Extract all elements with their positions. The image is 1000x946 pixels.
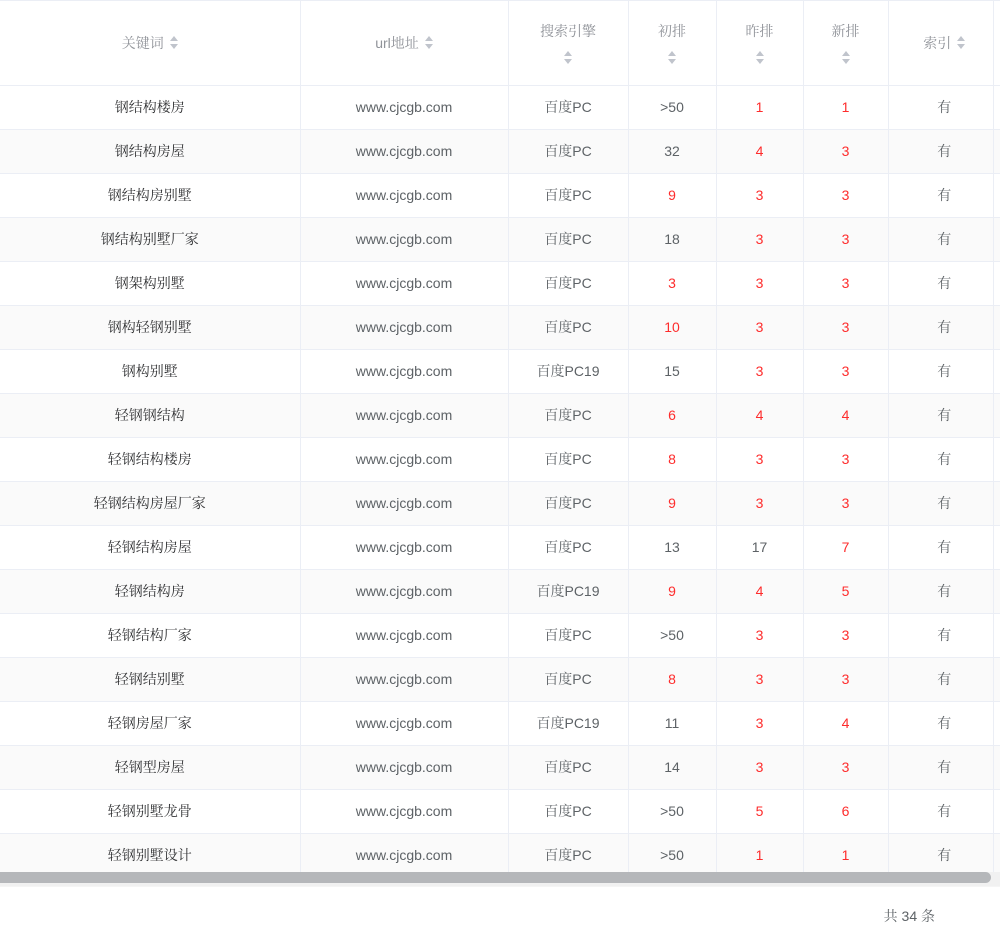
cell-keyword: 轻钢房屋厂家 <box>0 701 300 745</box>
table-row <box>0 261 1000 305</box>
cell-search-engine: 百度PC19 <box>508 701 628 745</box>
table-row <box>0 481 1000 525</box>
cell-indexed: 有 <box>888 217 1000 261</box>
table-header-row <box>0 1 1000 85</box>
column-label-engine: 搜索引擎 <box>540 23 596 40</box>
cell-search-engine: 百度PC <box>508 217 628 261</box>
cell-initial-rank: 8 <box>628 657 716 701</box>
cell-new-rank: 3 <box>803 305 888 349</box>
cell-search-engine: 百度PC <box>508 525 628 569</box>
table-body <box>0 85 1000 872</box>
cell-url: www.cjcgb.com <box>300 525 508 569</box>
horizontal-scrollbar-track[interactable] <box>0 872 1000 886</box>
cell-url: www.cjcgb.com <box>300 569 508 613</box>
table-header <box>0 1 1000 85</box>
cell-new-rank: 3 <box>803 437 888 481</box>
cell-new-rank: 5 <box>803 569 888 613</box>
cell-search-engine: 百度PC <box>508 481 628 525</box>
total-count-label: 共 34 条 <box>883 908 935 924</box>
cell-search-engine: 百度PC <box>508 393 628 437</box>
cell-initial-rank: 8 <box>628 437 716 481</box>
sort-ascending-icon[interactable] <box>668 51 676 56</box>
cell-yesterday-rank: 4 <box>716 129 803 173</box>
cell-search-engine: 百度PC <box>508 173 628 217</box>
cell-new-rank: 4 <box>803 701 888 745</box>
table-row <box>0 745 1000 789</box>
cell-search-engine: 百度PC19 <box>508 349 628 393</box>
cell-search-engine: 百度PC <box>508 261 628 305</box>
cell-keyword: 钢结构别墅厂家 <box>0 217 300 261</box>
cell-keyword: 轻钢结构房屋 <box>0 525 300 569</box>
cell-yesterday-rank: 3 <box>716 481 803 525</box>
cell-initial-rank: >50 <box>628 789 716 833</box>
cell-initial-rank: 10 <box>628 305 716 349</box>
cell-initial-rank: 15 <box>628 349 716 393</box>
cell-keyword: 钢构轻钢别墅 <box>0 305 300 349</box>
table-row <box>0 217 1000 261</box>
keyword-rank-table <box>0 1 1000 872</box>
table-row <box>0 129 1000 173</box>
cell-url: www.cjcgb.com <box>300 173 508 217</box>
table-row <box>0 173 1000 217</box>
table-row <box>0 613 1000 657</box>
sort-caret-icon[interactable] <box>842 51 850 64</box>
table-row <box>0 833 1000 872</box>
cell-initial-rank: 18 <box>628 217 716 261</box>
sort-caret-icon[interactable] <box>756 51 764 64</box>
cell-new-rank: 3 <box>803 217 888 261</box>
sort-ascending-icon[interactable] <box>425 36 433 41</box>
cell-search-engine: 百度PC <box>508 129 628 173</box>
sort-ascending-icon[interactable] <box>842 51 850 56</box>
cell-new-rank: 3 <box>803 173 888 217</box>
sort-descending-icon[interactable] <box>425 44 433 49</box>
sort-ascending-icon[interactable] <box>564 51 572 56</box>
cell-initial-rank: 32 <box>628 129 716 173</box>
cell-indexed: 有 <box>888 833 1000 872</box>
cell-keyword: 轻钢结构楼房 <box>0 437 300 481</box>
column-header-url[interactable] <box>300 1 508 85</box>
table-row <box>0 657 1000 701</box>
cell-keyword: 钢结构房屋 <box>0 129 300 173</box>
cell-yesterday-rank: 4 <box>716 393 803 437</box>
cell-indexed: 有 <box>888 701 1000 745</box>
cell-url: www.cjcgb.com <box>300 701 508 745</box>
cell-keyword: 轻钢别墅龙骨 <box>0 789 300 833</box>
table-row <box>0 305 1000 349</box>
cell-keyword: 轻钢结别墅 <box>0 657 300 701</box>
sort-caret-icon[interactable] <box>425 36 433 49</box>
pagination-footer <box>0 887 1000 945</box>
cell-indexed: 有 <box>888 657 1000 701</box>
cell-initial-rank: 14 <box>628 745 716 789</box>
cell-url: www.cjcgb.com <box>300 481 508 525</box>
table-row <box>0 569 1000 613</box>
cell-yesterday-rank: 17 <box>716 525 803 569</box>
cell-search-engine: 百度PC <box>508 833 628 872</box>
cell-url: www.cjcgb.com <box>300 657 508 701</box>
column-label-keyword: 关键词 <box>121 34 164 51</box>
sort-ascending-icon[interactable] <box>756 51 764 56</box>
cell-initial-rank: 11 <box>628 701 716 745</box>
cell-indexed: 有 <box>888 481 1000 525</box>
cell-yesterday-rank: 3 <box>716 173 803 217</box>
column-header-keyword[interactable] <box>0 1 300 85</box>
cell-keyword: 轻钢钢结构 <box>0 393 300 437</box>
cell-yesterday-rank: 5 <box>716 789 803 833</box>
cell-url: www.cjcgb.com <box>300 129 508 173</box>
cell-new-rank: 1 <box>803 833 888 872</box>
horizontal-scrollbar-thumb[interactable] <box>0 872 991 883</box>
sort-caret-icon[interactable] <box>170 36 178 49</box>
cell-keyword: 轻钢结构厂家 <box>0 613 300 657</box>
cell-search-engine: 百度PC <box>508 745 628 789</box>
cell-search-engine: 百度PC <box>508 657 628 701</box>
sort-descending-icon[interactable] <box>668 59 676 64</box>
cell-url: www.cjcgb.com <box>300 305 508 349</box>
sort-descending-icon[interactable] <box>564 59 572 64</box>
cell-url: www.cjcgb.com <box>300 85 508 129</box>
table-row <box>0 437 1000 481</box>
column-header-newr[interactable] <box>803 1 888 85</box>
cell-url: www.cjcgb.com <box>300 745 508 789</box>
column-label-init: 初排 <box>658 23 686 40</box>
cell-initial-rank: 9 <box>628 173 716 217</box>
table-row <box>0 85 1000 129</box>
cell-initial-rank: 3 <box>628 261 716 305</box>
sort-caret-icon[interactable] <box>957 36 965 49</box>
cell-search-engine: 百度PC <box>508 613 628 657</box>
column-label-yest: 昨排 <box>745 23 774 40</box>
table-row <box>0 789 1000 833</box>
cell-new-rank: 3 <box>803 261 888 305</box>
sort-descending-icon[interactable] <box>170 44 178 49</box>
sort-descending-icon[interactable] <box>756 59 764 64</box>
cell-indexed: 有 <box>888 569 1000 613</box>
cell-url: www.cjcgb.com <box>300 613 508 657</box>
cell-indexed: 有 <box>888 745 1000 789</box>
cell-keyword: 钢结构楼房 <box>0 85 300 129</box>
cell-url: www.cjcgb.com <box>300 437 508 481</box>
table-row <box>0 701 1000 745</box>
sort-descending-icon[interactable] <box>842 59 850 64</box>
cell-indexed: 有 <box>888 349 1000 393</box>
column-label-newr: 新排 <box>831 23 860 40</box>
cell-url: www.cjcgb.com <box>300 261 508 305</box>
table-row <box>0 393 1000 437</box>
cell-keyword: 钢架构别墅 <box>0 261 300 305</box>
column-header-yest[interactable] <box>716 1 803 85</box>
cell-yesterday-rank: 3 <box>716 701 803 745</box>
cell-new-rank: 6 <box>803 789 888 833</box>
cell-new-rank: 3 <box>803 745 888 789</box>
cell-yesterday-rank: 3 <box>716 349 803 393</box>
sort-ascending-icon[interactable] <box>170 36 178 41</box>
cell-new-rank: 7 <box>803 525 888 569</box>
column-header-engine[interactable] <box>508 1 628 85</box>
sort-caret-icon[interactable] <box>668 51 676 64</box>
cell-search-engine: 百度PC <box>508 85 628 129</box>
sort-descending-icon[interactable] <box>957 44 965 49</box>
cell-search-engine: 百度PC <box>508 789 628 833</box>
cell-search-engine: 百度PC19 <box>508 569 628 613</box>
cell-yesterday-rank: 3 <box>716 261 803 305</box>
cell-keyword: 钢构别墅 <box>0 349 300 393</box>
cell-new-rank: 3 <box>803 613 888 657</box>
cell-yesterday-rank: 1 <box>716 833 803 872</box>
cell-yesterday-rank: 1 <box>716 85 803 129</box>
cell-url: www.cjcgb.com <box>300 349 508 393</box>
cell-indexed: 有 <box>888 173 1000 217</box>
cell-indexed: 有 <box>888 85 1000 129</box>
cell-initial-rank: >50 <box>628 613 716 657</box>
cell-new-rank: 3 <box>803 349 888 393</box>
cell-indexed: 有 <box>888 129 1000 173</box>
cell-new-rank: 3 <box>803 657 888 701</box>
cell-initial-rank: 13 <box>628 525 716 569</box>
cell-new-rank: 1 <box>803 85 888 129</box>
cell-yesterday-rank: 3 <box>716 217 803 261</box>
cell-keyword: 轻钢别墅设计 <box>0 833 300 872</box>
cell-initial-rank: 9 <box>628 569 716 613</box>
cell-indexed: 有 <box>888 305 1000 349</box>
cell-keyword: 钢结构房别墅 <box>0 173 300 217</box>
cell-yesterday-rank: 3 <box>716 657 803 701</box>
cell-indexed: 有 <box>888 261 1000 305</box>
cell-yesterday-rank: 3 <box>716 437 803 481</box>
cell-new-rank: 3 <box>803 129 888 173</box>
cell-keyword: 轻钢型房屋 <box>0 745 300 789</box>
column-label-idx: 索引 <box>923 34 952 51</box>
cell-yesterday-rank: 4 <box>716 569 803 613</box>
cell-new-rank: 4 <box>803 393 888 437</box>
cell-indexed: 有 <box>888 437 1000 481</box>
cell-indexed: 有 <box>888 613 1000 657</box>
cell-initial-rank: 6 <box>628 393 716 437</box>
table-row <box>0 525 1000 569</box>
cell-yesterday-rank: 3 <box>716 745 803 789</box>
column-label-url: url地址 <box>375 34 419 51</box>
cell-new-rank: 3 <box>803 481 888 525</box>
cell-search-engine: 百度PC <box>508 305 628 349</box>
cell-initial-rank: 9 <box>628 481 716 525</box>
sort-caret-icon[interactable] <box>564 51 572 64</box>
cell-url: www.cjcgb.com <box>300 833 508 872</box>
cell-url: www.cjcgb.com <box>300 217 508 261</box>
cell-indexed: 有 <box>888 393 1000 437</box>
sort-ascending-icon[interactable] <box>957 36 965 41</box>
cell-yesterday-rank: 3 <box>716 305 803 349</box>
cell-initial-rank: >50 <box>628 833 716 872</box>
cell-keyword: 轻钢结构房 <box>0 569 300 613</box>
cell-url: www.cjcgb.com <box>300 789 508 833</box>
table-row <box>0 349 1000 393</box>
cell-yesterday-rank: 3 <box>716 613 803 657</box>
cell-search-engine: 百度PC <box>508 437 628 481</box>
column-header-init[interactable] <box>628 1 716 85</box>
column-header-idx[interactable] <box>888 1 1000 85</box>
cell-indexed: 有 <box>888 525 1000 569</box>
cell-keyword: 轻钢结构房屋厂家 <box>0 481 300 525</box>
cell-indexed: 有 <box>888 789 1000 833</box>
cell-initial-rank: >50 <box>628 85 716 129</box>
cell-url: www.cjcgb.com <box>300 393 508 437</box>
